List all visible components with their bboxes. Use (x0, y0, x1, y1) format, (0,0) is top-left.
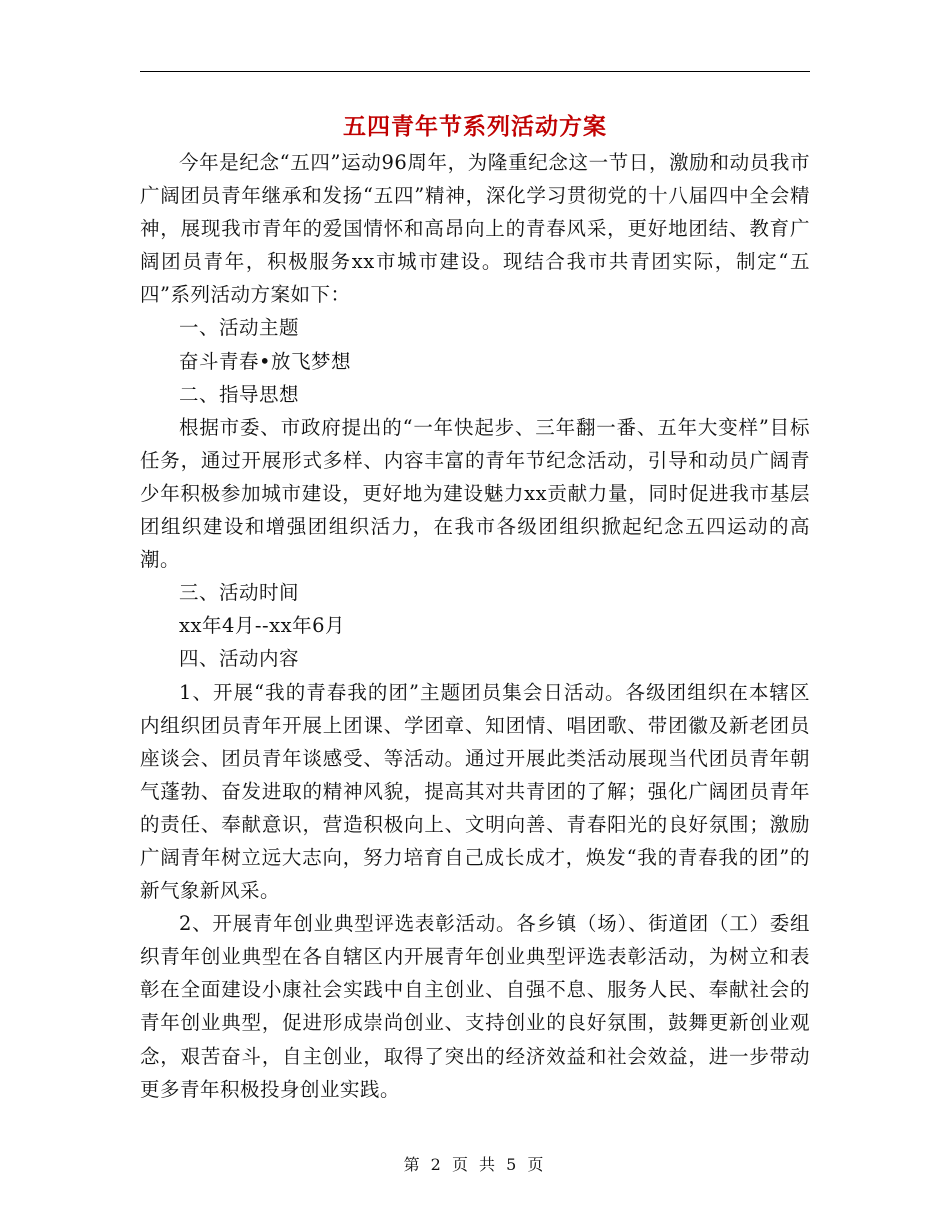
section-heading-time: 三、活动时间 (179, 581, 300, 605)
theme-text: 奋斗青春•放飞梦想 (179, 349, 352, 373)
header-rule (140, 71, 810, 72)
section-heading-content: 四、活动内容 (179, 647, 300, 671)
guidance-paragraph: 根据市委、市政府提出的“一年快起步、三年翻一番、五年大变样”目标任务，通过开展形式多样、内容丰富的青年节纪念活动，引导和动员广阔青少年积极参加城市建设，更好地为建设魅力xx贡献力量，同时促进我市基层团组织建设和增强团组织活力，在我市各级团组织掀起纪念五四运动的高潮。 (140, 415, 810, 572)
intro-paragraph: 今年是纪念“五四”运动96周年，为隆重纪念这一节日，激励和动员我市广阔团员青年继承和发扬“五四”精神，深化学习贯彻党的十八届四中全会精神，展现我市青年的爱国情怀和高昂向上的青春风采，更好地团结、教育广阔团员青年，积极服务xx市城市建设。现结合我市共青团实际，制定“五四”系列活动方案如下： (140, 151, 810, 307)
document-body (140, 146, 810, 1106)
content-item-1: 1、开展“我的青春我的团”主题团员集会日活动。各级团组织在本辖区内组织团员青年开展上团课、学团章、知团情、唱团歌、带团徽及新老团员座谈会、团员青年谈感受、等活动。通过开展此类活动展现当代团员青年朝气蓬勃、奋发进取的精神风貌，提高其对共青团的了解；强化广阔团员青年的责任、奉献意识，营造积极向上、文明向善、青春阳光的良好氛围；激励广阔青年树立远大志向，努力培育自己成长成才，焕发“我的青春我的团”的新气象新风采。 (140, 680, 810, 903)
section-heading-guidance: 二、指导思想 (179, 382, 300, 406)
section-heading-theme: 一、活动主题 (179, 316, 300, 340)
document-title: 五四青年节系列活动方案 (343, 114, 607, 140)
content-item-2: 2、开展青年创业典型评选表彰活动。各乡镇（场）、街道团（工）委组织青年创业典型在各自辖区内开展青年创业典型评选表彰活动，为树立和表彰在全面建设小康社会实践中自主创业、自强不息、服务人民、奉献社会的青年创业典型，促进形成崇尚创业、支持创业的良好氛围，鼓舞更新创业观念，艰苦奋斗，自主创业，取得了突出的经济效益和社会效益，进一步带动更多青年积极投身创业实践。 (140, 912, 810, 1101)
time-text: xx年4月--xx年6月 (179, 614, 345, 638)
page-footer: 第 2 页 共 5 页 (403, 1155, 547, 1174)
